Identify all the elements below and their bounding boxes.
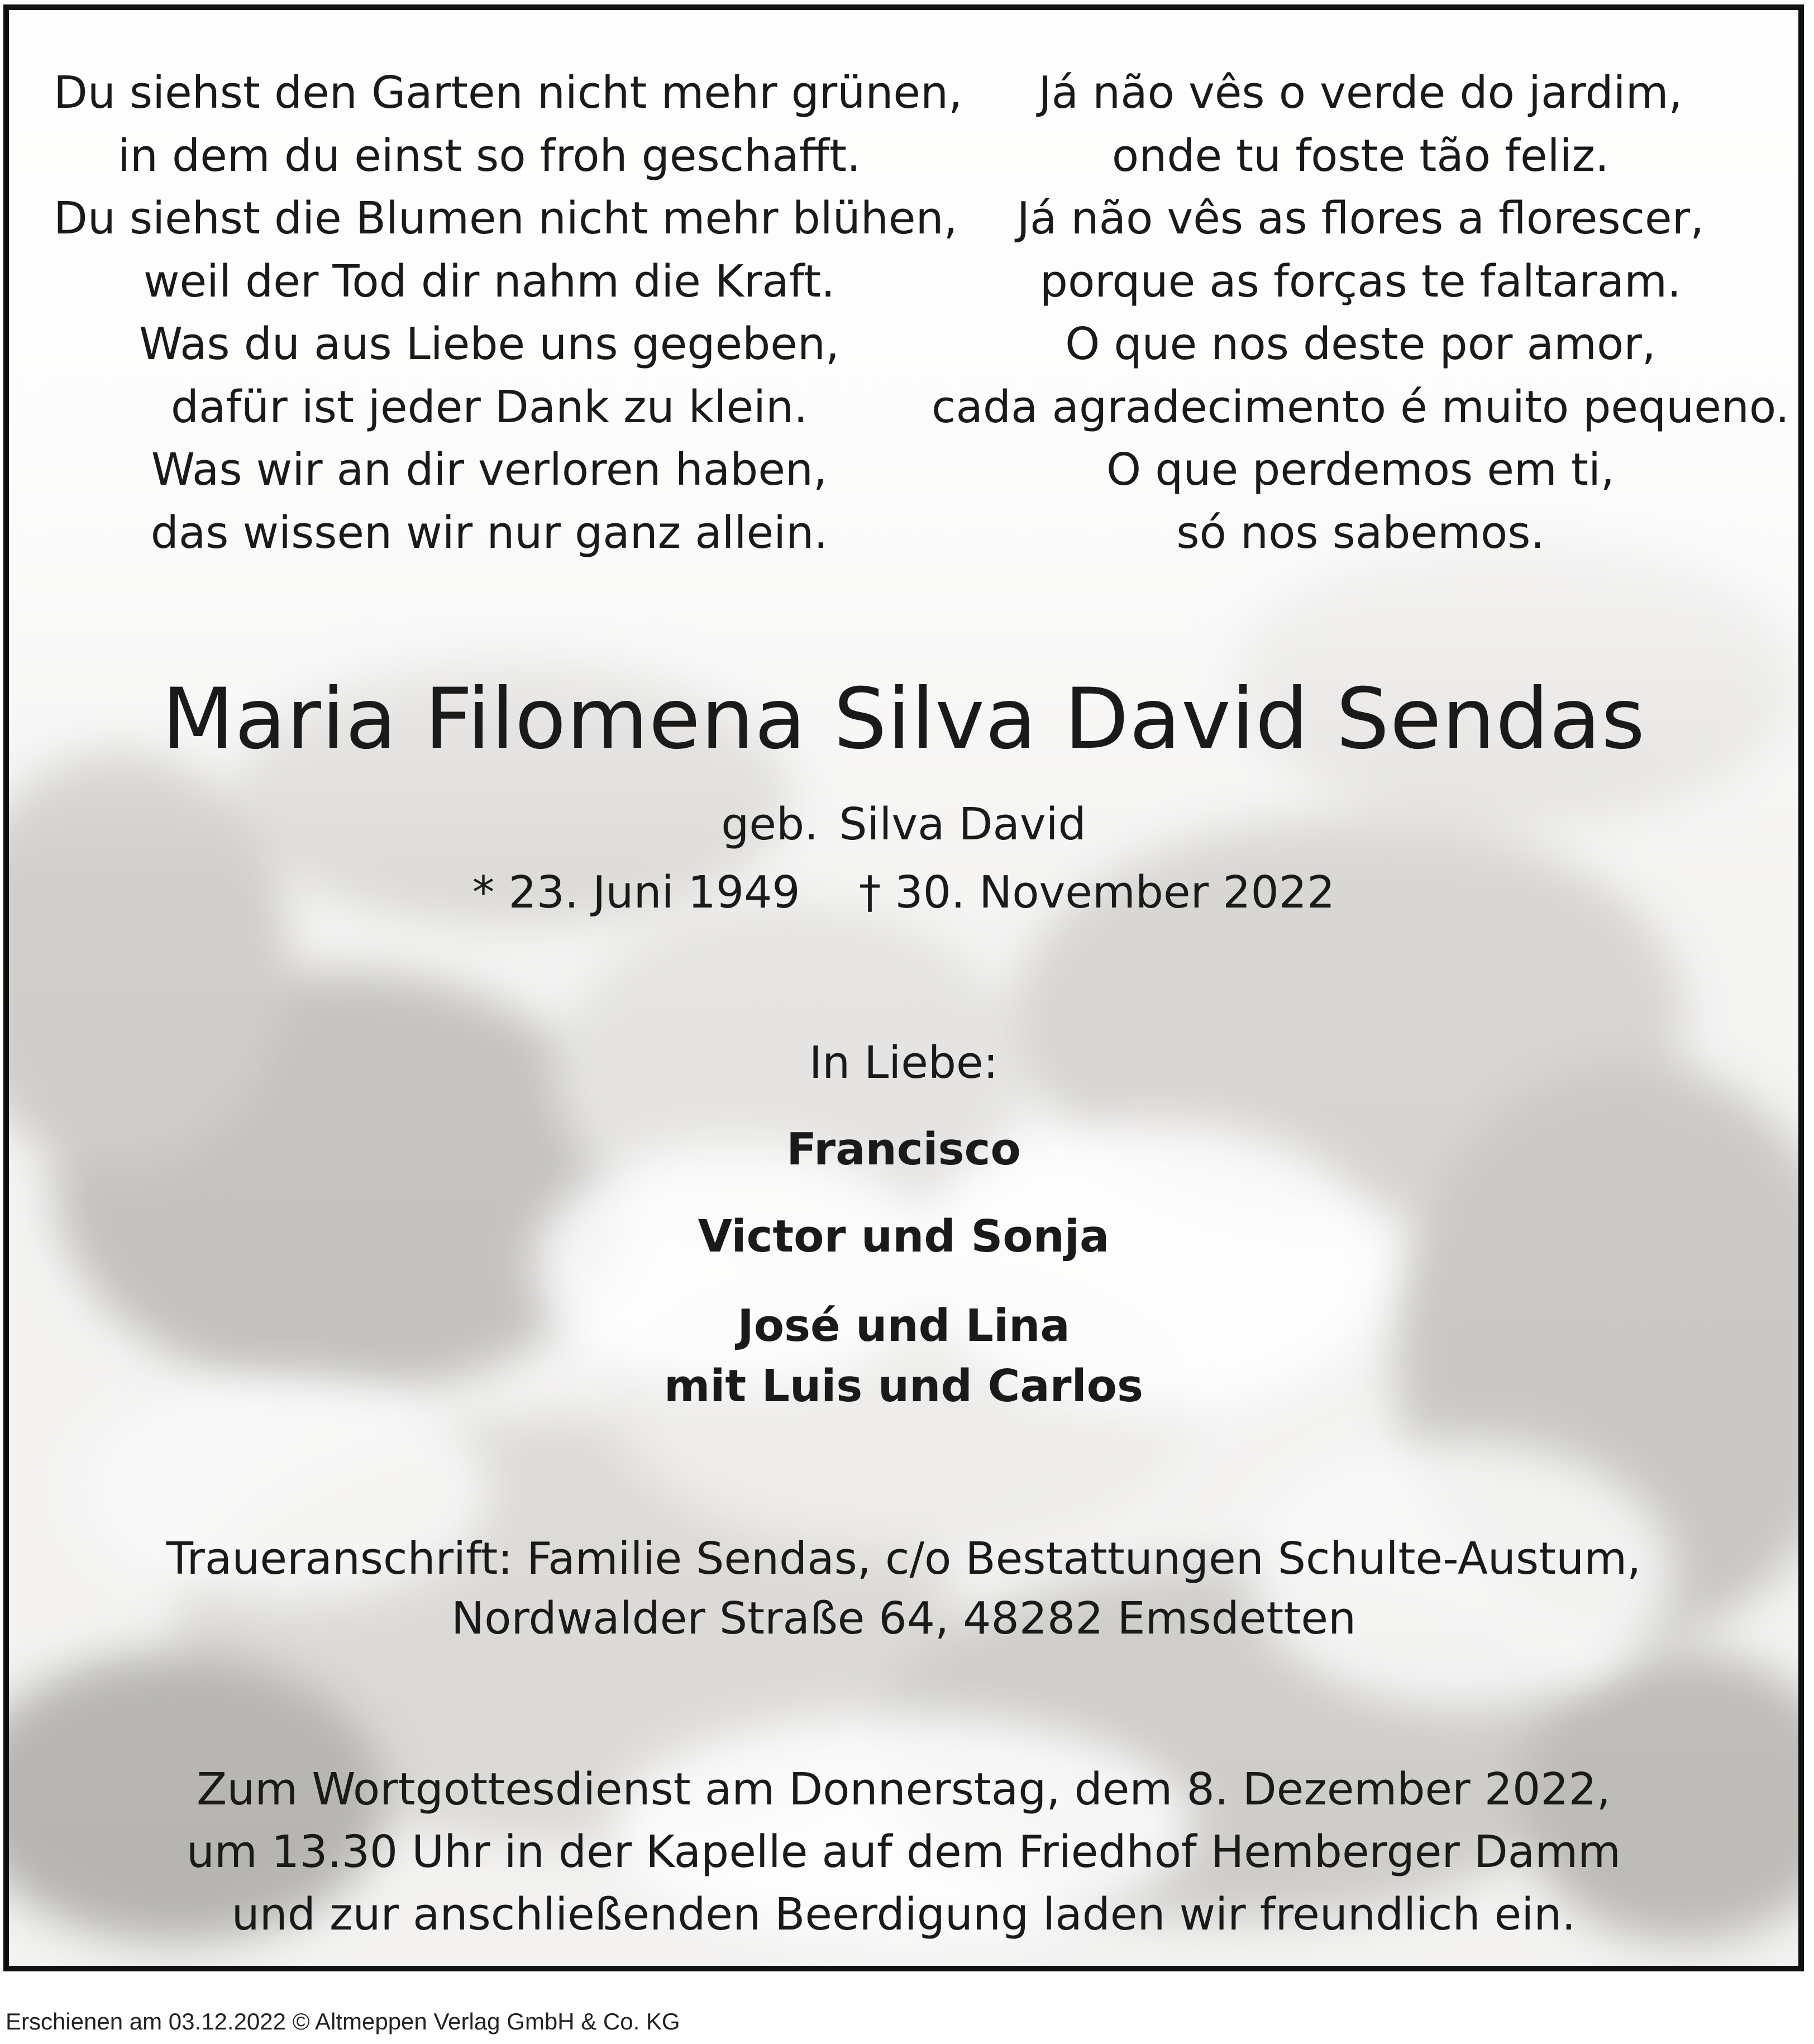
poem-line: Was du aus Liebe uns gegeben, [139, 318, 840, 370]
poem-line: in dem du einst so froh geschafft. [117, 130, 861, 182]
mourning-address [9, 1529, 1798, 1649]
mourner: Victor und Sonja [698, 1211, 1110, 1262]
life-dates [9, 865, 1798, 920]
poem-line: porque as forças te faltaram. [1039, 255, 1682, 307]
mourner: José und Lina [737, 1300, 1070, 1351]
mourner: Francisco [786, 1124, 1021, 1175]
poem-line: onde tu foste tão feliz. [1111, 130, 1610, 182]
poem-line: Du siehst den Garten nicht mehr grünen, [54, 67, 963, 118]
birth-name [9, 796, 1798, 852]
obituary-card [3, 4, 1804, 1971]
poem-line: das wissen wir nur ganz allein. [150, 507, 828, 558]
address-line: Traueranschrift: Familie Sendas, c/o Bestattungen Schulte-Austum, [166, 1533, 1641, 1584]
poem-line: O que nos deste por amor, [1065, 318, 1656, 370]
poem-line: só nos sabemos. [1176, 507, 1545, 558]
poem-line: Was wir an dir verloren haben, [151, 444, 828, 495]
poem-line: weil der Tod dir nahm die Kraft. [143, 255, 836, 307]
mourner: mit Luis und Carlos [663, 1360, 1143, 1412]
poem-line: cada agradecimento é muito pequeno. [932, 381, 1789, 433]
poem-german [54, 61, 963, 564]
poem-line: Já não vês o verde do jardim, [1038, 67, 1683, 118]
poem-line: dafür ist jeder Dank zu klein. [170, 381, 808, 433]
poem-line: Já não vês as flores a florescer, [1016, 193, 1705, 244]
poem-line: O que perdemos em ti, [1106, 444, 1615, 495]
publication-footer: Erschienen am 03.12.2022 © Altmeppen Verlag GmbH & Co. KG [6, 2008, 680, 2035]
service-line: Zum Wortgottesdienst am Donnerstag, dem 8. Dezember 2022, [197, 1764, 1611, 1815]
service-notice [9, 1758, 1798, 1946]
service-line: und zur anschließenden Beerdigung laden wir freundlich ein. [231, 1889, 1576, 1940]
mourners-intro: In Liebe: [809, 1037, 999, 1088]
mourners-list [9, 1121, 1798, 1416]
deceased-name: Maria Filomena Silva David Sendas [161, 671, 1646, 768]
born-name: Silva David [839, 799, 1086, 850]
death-date: † 30. November 2022 [858, 867, 1335, 918]
poem-line: Du siehst die Blumen nicht mehr blühen, [54, 193, 958, 244]
birth-date: * 23. Juni 1949 [472, 867, 800, 918]
address-line: Nordwalder Straße 64, 48282 Emsdetten [451, 1593, 1357, 1644]
poem-portuguese [925, 61, 1796, 564]
service-line: um 13.30 Uhr in der Kapelle auf dem Friedhof Hemberger Damm [186, 1826, 1621, 1878]
born-label: geb. [721, 799, 819, 850]
